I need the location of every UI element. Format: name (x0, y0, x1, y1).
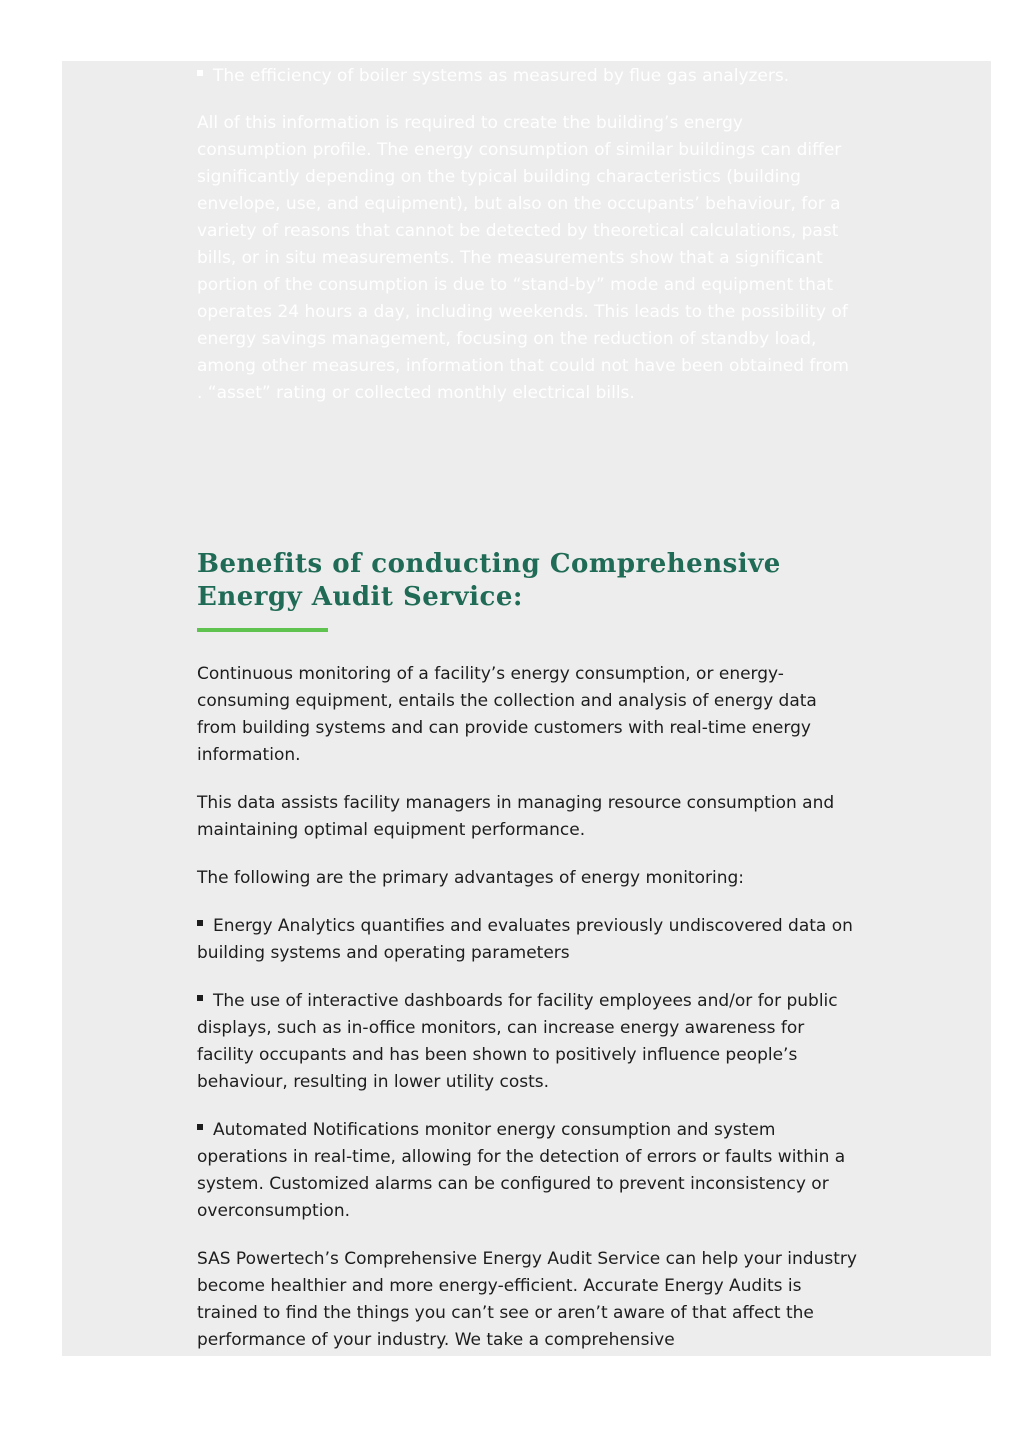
list-item (197, 988, 857, 1096)
paragraph-1: Continuous monitoring of a facility’s energy consumption, or energy-consuming equipment, entails the collection and analysis of energy data from building systems and can provide customers with real-time energy information. (197, 664, 817, 765)
section-body (197, 661, 857, 1356)
heading-underline (197, 628, 328, 632)
intro-bullet-text: The efficiency of boiler systems as measured by flue gas analyzers. (213, 66, 790, 86)
page-panel (62, 61, 991, 1356)
list-item-text: Energy Analytics quantifies and evaluates previously undiscovered data on building systems and operating parameters (197, 916, 853, 963)
list-item (197, 1117, 857, 1225)
paragraph-2: This data assists facility managers in managing resource consumption and maintaining optimal equipment performance. (197, 793, 835, 840)
bullet-square-icon (197, 70, 203, 76)
intro-section (197, 63, 857, 407)
paragraph-3: The following are the primary advantages of energy monitoring: (197, 868, 744, 888)
bullet-square-icon (197, 1124, 203, 1130)
paragraph-4: SAS Powertech’s Comprehensive Energy Audit Service can help your industry become healthier and more energy-efficient. Accurate Energy Audits is trained to find the things you can’t see or aren’t aware of that affect the performance of your industry. We take a comprehensive (197, 1249, 857, 1350)
intro-paragraph: All of this information is required to create the building’s energy consumption profile. The energy consumption of similar buildings can differ significantly depending on the typical building characteristics (building envelope, use, and equipment), but also on the occupants’ behaviour, for a variety of reasons that cannot be detected by theoretical calculations, past bills, or in situ measurements. The measurements show that a significant portion of the consumption is due to “stand-by” mode and equipment that operates 24 hours a day, including weekends. This leads to the possibility of energy savings management, focusing on the reduction of standby load, among other measures, information that could not have been obtained from . “asset” rating or collected monthly electrical bills. (197, 113, 849, 403)
section-heading-block (197, 548, 877, 632)
bullet-square-icon (197, 995, 203, 1001)
section-heading: Benefits of conducting Comprehensive Energy Audit Service: (197, 549, 781, 612)
list-item-text: Automated Notifications monitor energy consumption and system operations in real-time, allowing for the detection of errors or faults within a system. Customized alarms can be configured to prevent inconsistency or overconsumption. (197, 1120, 846, 1221)
list-item-text: The use of interactive dashboards for facility employees and/or for public displays, such as in-office monitors, can increase energy awareness for facility occupants and has been shown to positively influence people’s behaviour, resulting in lower utility costs. (197, 991, 838, 1092)
intro-bullet (197, 63, 857, 90)
list-item (197, 913, 857, 967)
bullet-square-icon (197, 920, 203, 926)
